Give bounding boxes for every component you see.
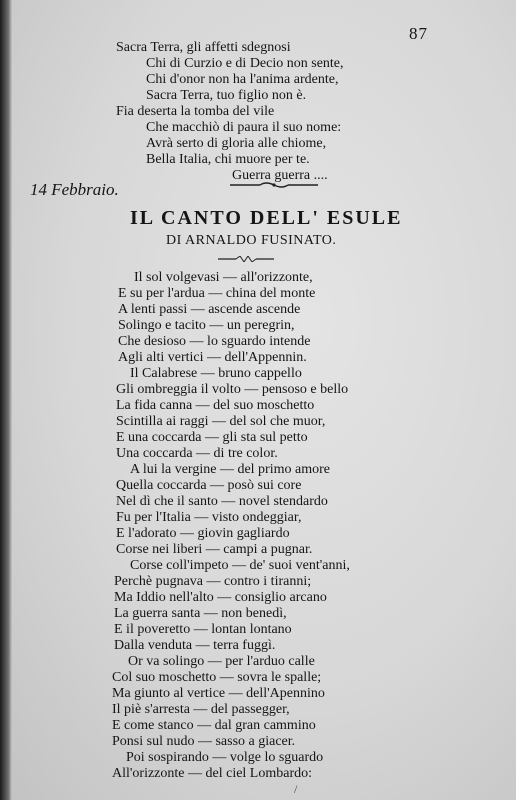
verse-line: E come stanco — dal gran cammino	[112, 718, 316, 733]
title-divider-ornament	[218, 256, 274, 262]
verse-line: E il poveretto — lontan lontano	[114, 622, 292, 637]
verse-line: Ma Iddio nell'alto — consiglio arcano	[114, 590, 327, 605]
stray-pen-mark: /	[294, 782, 298, 796]
verse-line: Guerra guerra ....	[232, 168, 328, 183]
verse-line: E l'adorato — giovin gagliardo	[116, 526, 290, 541]
verse-line: Poi sospirando — volge lo sguardo	[126, 750, 324, 765]
verse-line: Perchè pugnava — contro i tiranni;	[114, 574, 312, 589]
verse-line: A lui la vergine — del primo amore	[130, 462, 330, 477]
entry-date: 14 Febbraio.	[30, 180, 119, 199]
verse-line: Ponsi sul nudo — sasso a giacer.	[112, 734, 296, 749]
verse-line: A lenti passi — ascende ascende	[118, 302, 301, 317]
verse-line: E su per l'ardua — china del monte	[118, 286, 316, 301]
verse-line: La guerra santa — non benedì,	[114, 606, 287, 621]
verse-line: Corse coll'impeto — de' suoi vent'anni,	[130, 558, 350, 573]
verse-line: Gli ombreggia il volto — pensoso e bello	[116, 382, 349, 397]
verse-line: Agli alti vertici — dell'Appennin.	[118, 350, 307, 365]
verse-line: Scintilla ai raggi — del sol che muor,	[116, 414, 326, 429]
verse-line: E una coccarda — gli sta sul petto	[116, 430, 308, 445]
verse-line: Nel dì che il santo — novel stendardo	[116, 494, 328, 509]
book-gutter-shadow	[0, 0, 12, 800]
verse-line: Dalla venduta — terra fuggì.	[114, 638, 276, 653]
verse-line: All'orizzonte — del ciel Lombardo:	[112, 766, 313, 781]
section-divider-ornament	[230, 181, 318, 189]
verse-line: Sacra Terra, tuo figlio non è.	[146, 88, 307, 103]
verse-line: Il piè s'arresta — del passegger,	[112, 702, 290, 717]
verse-line: Bella Italia, chi muore per te.	[146, 152, 310, 167]
verse-line: Ma giunto al vertice — dell'Apennino	[112, 686, 325, 701]
verse-line: Fia deserta la tomba del vile	[116, 104, 275, 119]
verse-line: Sacra Terra, gli affetti sdegnosi	[116, 40, 291, 55]
verse-line: La fida canna — del suo moschetto	[116, 398, 315, 413]
verse-line: Il sol volgevasi — all'orizzonte,	[134, 270, 313, 285]
verse-line: Chi di Curzio e di Decio non sente,	[146, 56, 344, 71]
verse-line: Che macchiò di paura il suo nome:	[146, 120, 342, 135]
page-number: 87	[409, 24, 428, 43]
verse-line: Fu per l'Italia — visto ondeggiar,	[116, 510, 302, 525]
poem-title: IL CANTO DELL' ESULE	[130, 207, 403, 229]
verse-line: Corse nei liberi — campi a pugnar.	[116, 542, 313, 557]
poem-author: DI ARNALDO FUSINATO.	[166, 233, 337, 248]
verse-line: Avrà serto di gloria alle chiome,	[146, 136, 327, 151]
verse-line: Or va solingo — per l'arduo calle	[128, 654, 315, 669]
verse-line: Una coccarda — di tre color.	[116, 446, 278, 461]
verse-line: Solingo e tacito — un peregrin,	[118, 318, 295, 333]
verse-line: Col suo moschetto — sovra le spalle;	[112, 670, 322, 685]
verse-line: Il Calabrese — bruno cappello	[130, 366, 302, 381]
verse-line: Che desioso — lo sguardo intende	[118, 334, 311, 349]
verse-line: Quella coccarda — posò sui core	[116, 478, 302, 493]
verse-line: Chi d'onor non ha l'anima ardente,	[146, 72, 339, 87]
